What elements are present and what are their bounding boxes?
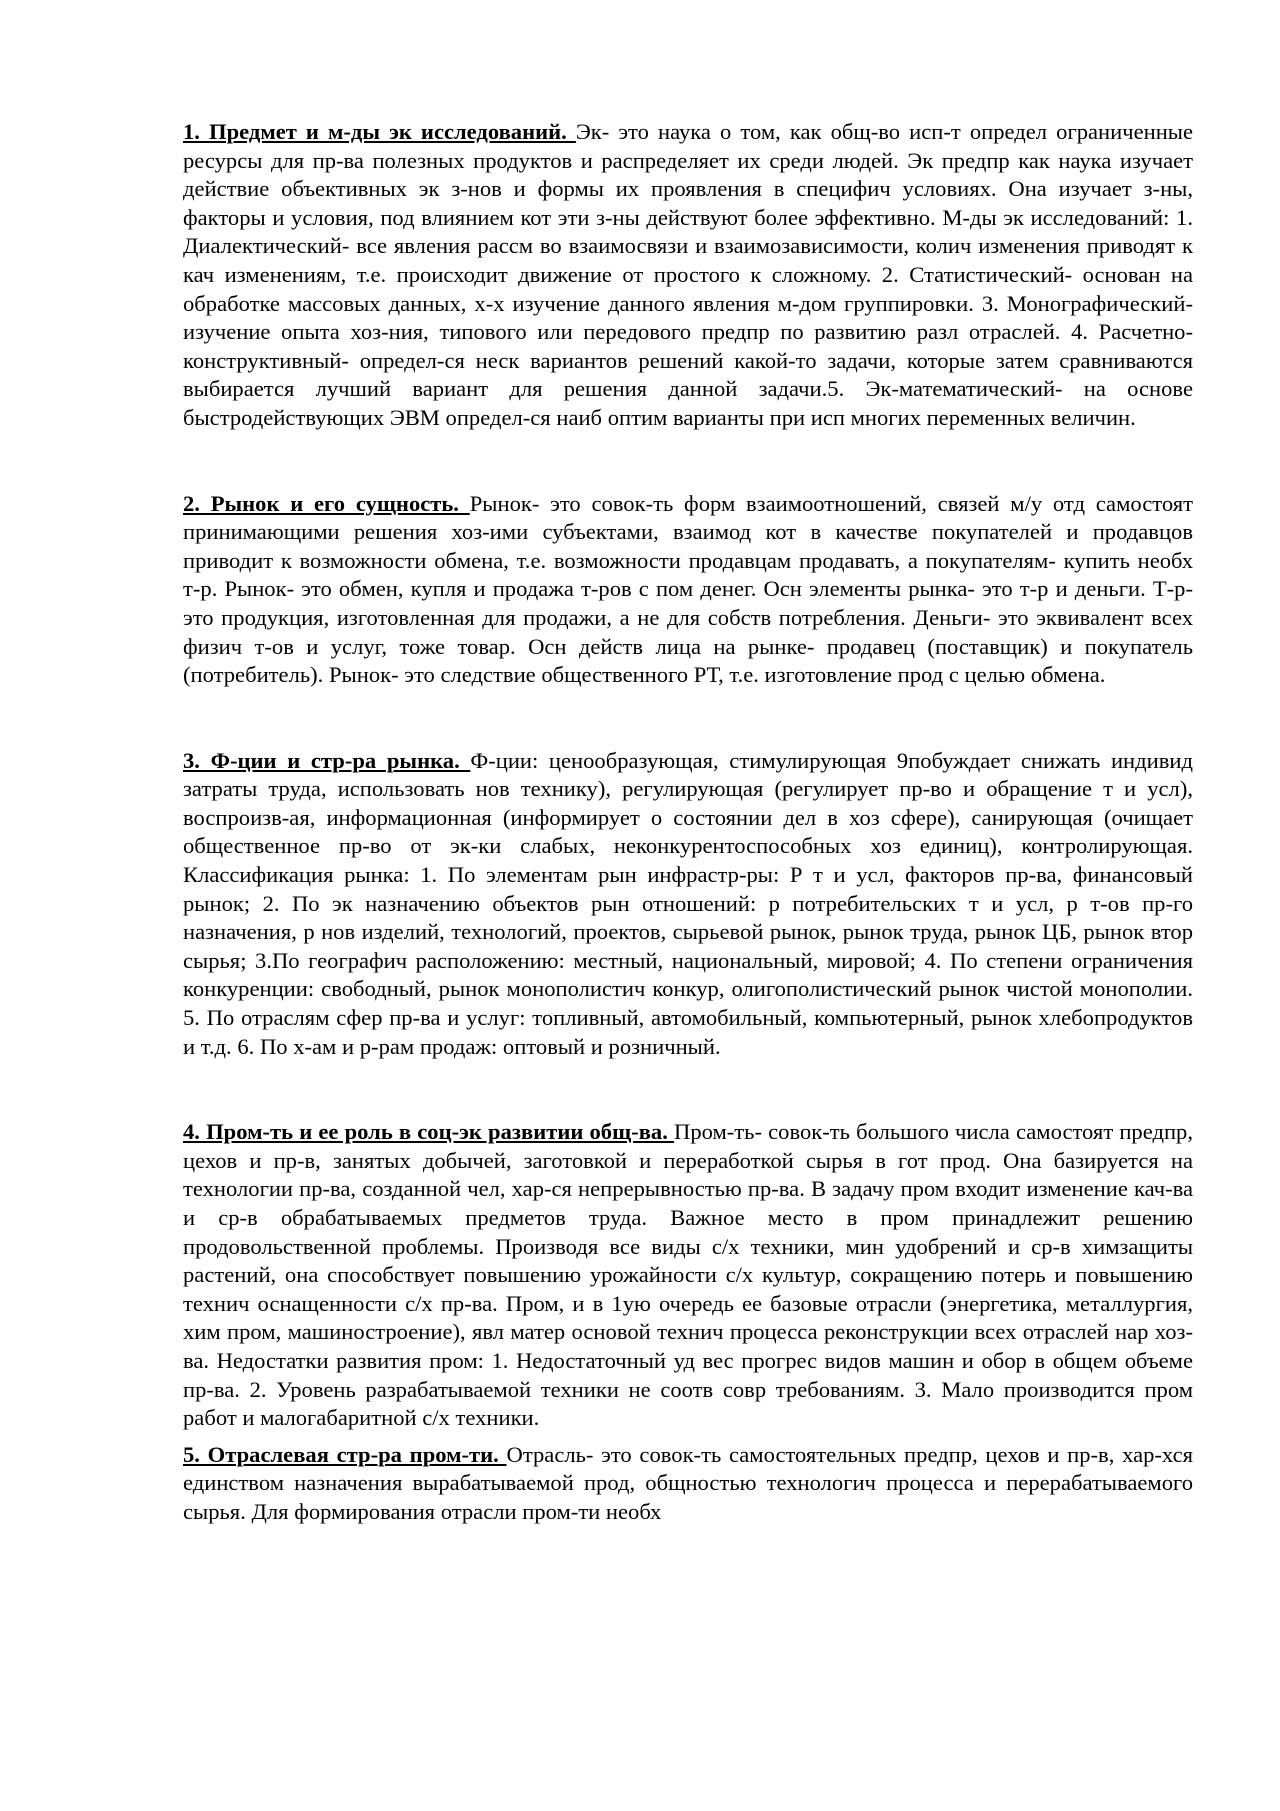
section-heading: 4. Пром-ть и ее роль в соц-эк развитии общ-ва. xyxy=(183,1119,674,1145)
section-industry-structure xyxy=(183,1441,1193,1527)
section-heading: 2. Рынок и его сущность. xyxy=(183,490,470,516)
section-heading: 1. Предмет и м-ды эк исследований. xyxy=(183,119,576,144)
section-text: Отрасль- это совок-ть самостоятельных предпр, цехов и пр-в, хар-хся единством назначения вырабатываемой прод, общностью технологич процесса и перерабатываемого сырья. Для формирования отрасли пром-ти необх xyxy=(183,1441,1193,1524)
section-market-essence xyxy=(183,490,1193,690)
section-text: Пром-ть- совок-ть большого числа самостоят предпр, цехов и пр-в, занятых добычей, заготовкой и переработкой сырья в гот прод. Она базируется на технологии пр-ва, созданной чел, хар-ся непрерывностью пр-ва. В задачу пром входит изменение кач-ва и ср-в обрабатываемых предметов труда. Важное место в пром принадлежит решению продовольственной проблемы. Производя все виды с/х техники, мин удобрений и ср-в химзащиты растений, она способствует повышению урожайности с/х культур, сокращению потерь и повышению технич оснащенности с/х пр-ва. Пром, и в 1ую очередь ее базовые отрасли (энергетика, металлургия, хим пром, машиностроение), явл матер основой технич процесса реконструкции всех отраслей нар хоз-ва. Недостатки развития пром: 1. Недостаточный уд вес прогрес видов машин и обор в общем объеме пр-ва. 2. Уровень разрабатываемой техники не соотв совр требованиям. 3. Мало производится пром работ и малогабаритной с/х техники. xyxy=(183,1119,1193,1431)
section-subject-and-methods xyxy=(183,118,1193,433)
document-body xyxy=(183,118,1193,1527)
section-text: Рынок- это совок-ть форм взаимоотношений, связей м/у отд самостоят принимающими решения хоз-ими субъектами, взаимод кот в качестве покупателей и продавцов приводит к возможности обмена, т.е. возможности продавцам продавать, а покупателям- купить необх т-р. Рынок- это обмен, купля и продажа т-ров с пом денег. Осн элементы рынка- это т-р и деньги. Т-р- это продукция, изготовленная для продажи, а не для собств потребления. Деньги- это эквивалент всех физич т-ов и услуг, тоже товар. Осн действ лица на рынке- продавец (поставщик) и покупатель (потребитель). Рынок- это следствие общественного РТ, т.е. изготовление прод с целью обмена. xyxy=(183,490,1193,688)
section-text: Эк- это наука о том, как общ-во исп-т определ ограниченные ресурсы для пр-ва полезных продуктов и распределяет их среди людей. Эк предпр как наука изучает действие объективных эк з-нов и формы их проявления в специфич условиях. Она изучает з-ны, факторы и условия, под влиянием кот эти з-ны действуют более эффективно. М-ды эк исследований: 1. Диалектический- все явления рассм во взаимосвязи и взаимозависимости, колич изменения приводят к кач изменениям, т.е. происходит движение от простого к сложному. 2. Статистический- основан на обработке массовых данных, х-х изучение данного явления м-дом группировки. 3. Монографический- изучение опыта хоз-ния, типового или передового предпр по развитию разл отраслей. 4. Расчетно-конструктивный- определ-ся неск вариантов решений какой-то задачи, которые затем сравниваются выбирается лучший вариант для решения данной задачи.5. Эк-математический- на основе быстродействующих ЭВМ определ-ся наиб оптим варианты при исп многих переменных величин. xyxy=(183,119,1194,430)
section-heading: 3. Ф-ции и стр-ра рынка. xyxy=(183,747,471,773)
section-industry-role xyxy=(183,1118,1193,1433)
section-market-functions xyxy=(183,747,1193,1062)
section-text: Ф-ции: ценообразующая, стимулирующая 9побуждает снижать индивид затраты труда, использовать нов технику), регулирующая (регулирует пр-во и обращение т и усл), воспроизв-ая, информационная (информирует о состоянии дел в хоз сфере), санирующая (очищает общественное пр-во от эк-ки слабых, неконкурентоспособных хоз единиц), контролирующая. Классификация рынка: 1. По элементам рын инфрастр-ры: Р т и усл, факторов пр-ва, финансовый рынок; 2. По эк назначению объектов рын отношений: р потребительских т и усл, р т-ов пр-го назначения, р нов изделий, технологий, проектов, сырьевой рынок, рынок труда, рынок ЦБ, рынок втор сырья; 3.По географич расположению: местный, национальный, мировой; 4. По степени ограничения конкуренции: свободный, рынок монополистич конкур, олигополистический рынок чистой монополии. 5. По отраслям сфер пр-ва и услуг: топливный, автомобильный, компьютерный, рынок хлебопродуктов и т.д. 6. По х-ам и р-рам продаж: оптовый и розничный. xyxy=(183,747,1193,1059)
section-heading: 5. Отраслевая стр-ра пром-ти. xyxy=(183,1441,507,1467)
